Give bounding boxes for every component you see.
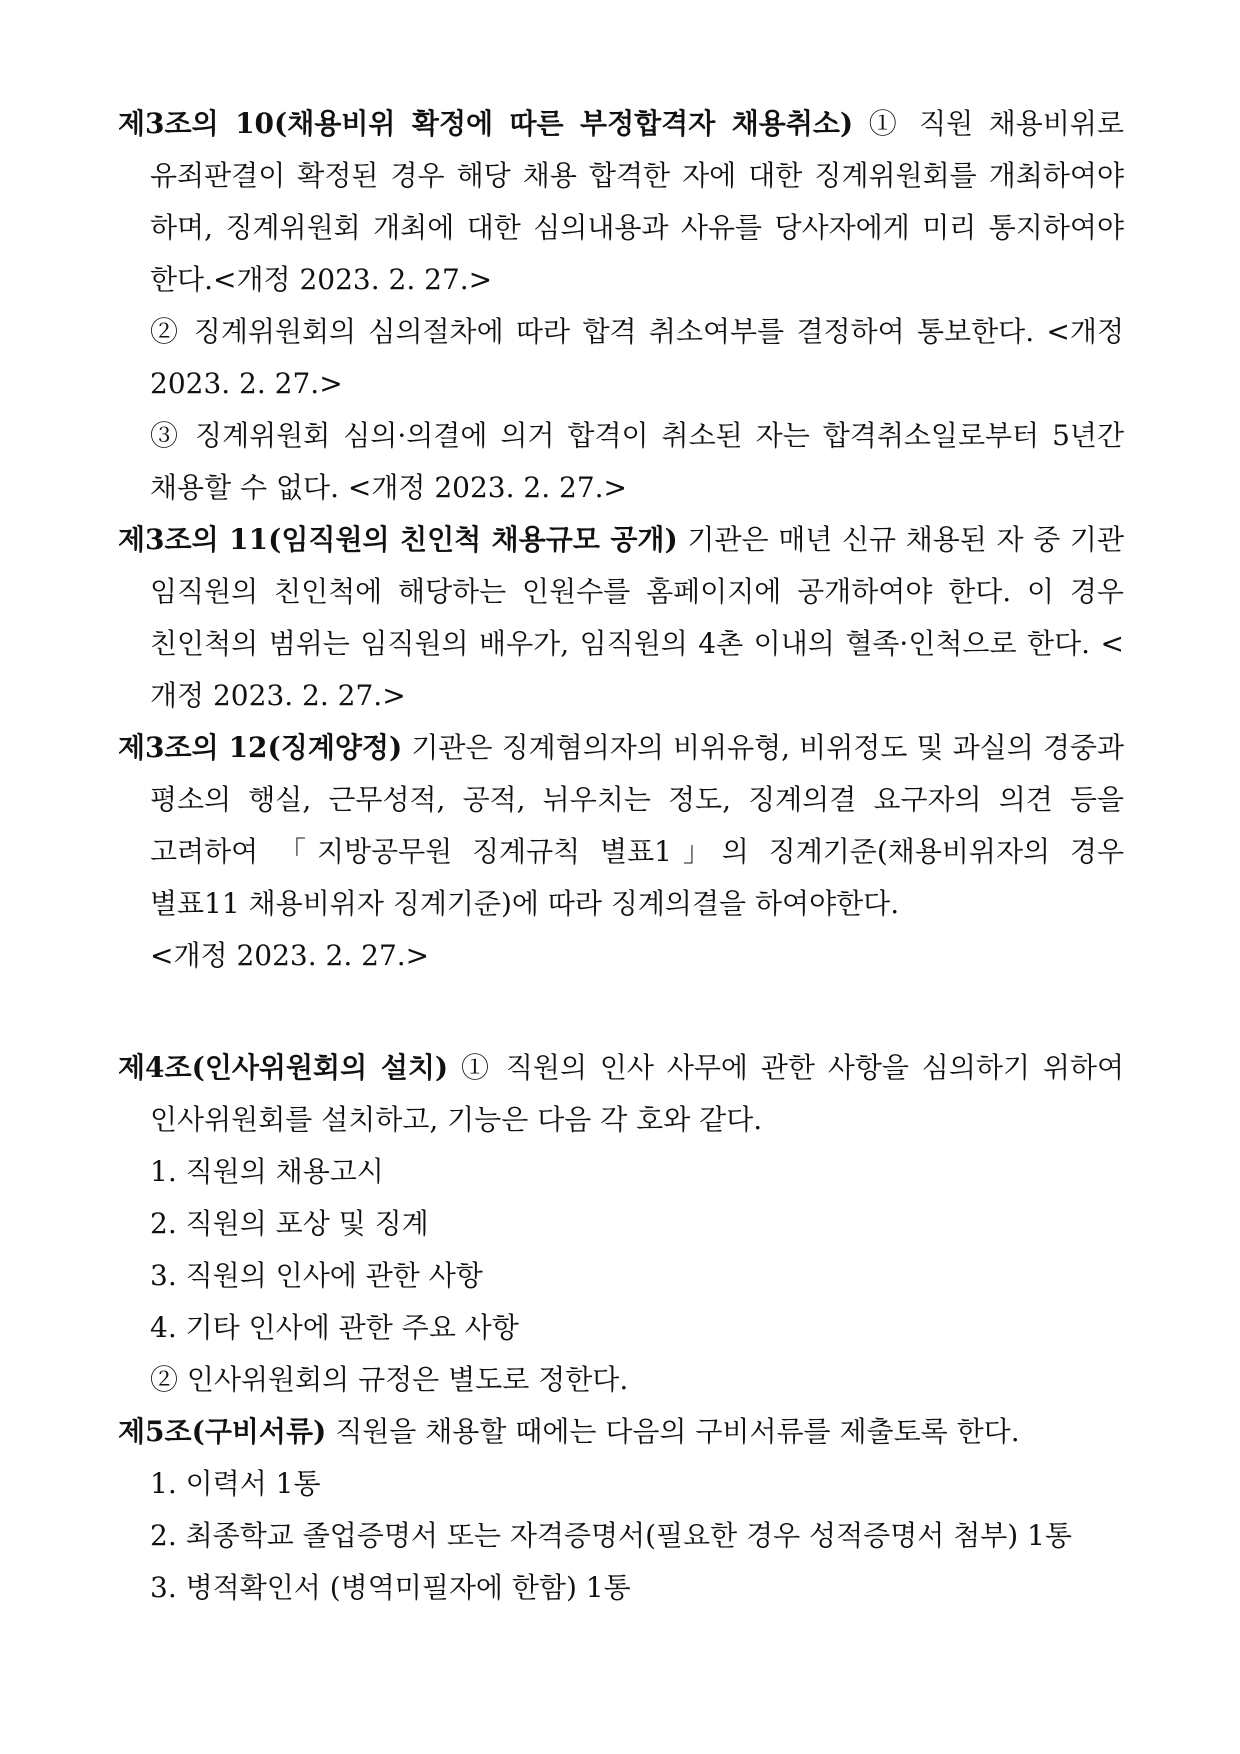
article-heading: 제3조의 10(채용비위 확정에 따른 부정합격자 채용취소): [118, 107, 854, 140]
list-item: 1. 이력서 1통: [150, 1467, 321, 1500]
article-5: [118, 1406, 1124, 1458]
article-heading: 제5조(구비서류): [118, 1415, 327, 1448]
article-heading: 제3조의 11(임직원의 친인척 채용규모 공개): [118, 523, 678, 556]
list-item: 3. 직원의 인사에 관한 사항: [150, 1259, 483, 1292]
article-body: 기관은 징계혐의자의 비위유형, 비위정도 및 과실의 경중과 평소의 행실, 근무성적, 공적, 뉘우치는 정도, 징계의결 요구자의 의견 등을 고려하여 「지방공무원 징계규칙 별표1」의 징계기준(채용비위자의 경우 별표11 채용비위자 징계기준)에 따라 징계의결을 하여야한다.: [150, 731, 1124, 920]
article-body: ① 직원의 인사 사무에 관한 사항을 심의하기 위하여 인사위원회를 설치하고, 기능은 다음 각 호와 같다.: [150, 1051, 1124, 1136]
section-gap: [118, 982, 1124, 1042]
article-paragraph: ② 징계위원회의 심의절차에 따라 합격 취소여부를 결정하여 통보한다. <개정 2023. 2. 27.>: [150, 315, 1124, 400]
amendment-note: <개정 2023. 2. 27.>: [150, 939, 430, 972]
list-item: 4. 기타 인사에 관한 주요 사항: [150, 1311, 519, 1344]
article-3-12: [118, 722, 1124, 930]
article-paragraph: ② 인사위원회의 규정은 별도로 정한다.: [150, 1363, 629, 1396]
list-item: 3. 병적확인서 (병역미필자에 한함) 1통: [150, 1571, 631, 1604]
list-item: 2. 최종학교 졸업증명서 또는 자격증명서(필요한 경우 성적증명서 첨부) 1통: [150, 1519, 1072, 1552]
article-4: [118, 1042, 1124, 1146]
article-body: 직원을 채용할 때에는 다음의 구비서류를 제출토록 한다.: [335, 1415, 1020, 1448]
article-paragraph: ③ 징계위원회 심의·의결에 의거 합격이 취소된 자는 합격취소일로부터 5년간 채용할 수 없다. <개정 2023. 2. 27.>: [150, 419, 1124, 504]
article-3-11: [118, 514, 1124, 722]
article-heading: 제3조의 12(징계양정): [118, 731, 403, 764]
article-3-10: [118, 98, 1124, 306]
document-page: [118, 98, 1124, 1614]
list-item: 1. 직원의 채용고시: [150, 1155, 384, 1188]
article-body: 기관은 매년 신규 채용된 자 중 기관 임직원의 친인척에 해당하는 인원수를 홈페이지에 공개하여야 한다. 이 경우 친인척의 범위는 임직원의 배우가, 임직원의 4촌 이내의 혈족·인척으로 한다. <개정 2023. 2. 27.>: [150, 523, 1124, 712]
article-heading: 제4조(인사위원회의 설치): [118, 1051, 449, 1084]
article-paragraph: ① 직원 채용비위로 유죄판결이 확정된 경우 해당 채용 합격한 자에 대한 징계위원회를 개최하여야 하며, 징계위원회 개최에 대한 심의내용과 사유를 당사자에게 미리 통지하여야 한다.<개정 2023. 2. 27.>: [150, 107, 1125, 296]
list-item: 2. 직원의 포상 및 징계: [150, 1207, 429, 1240]
